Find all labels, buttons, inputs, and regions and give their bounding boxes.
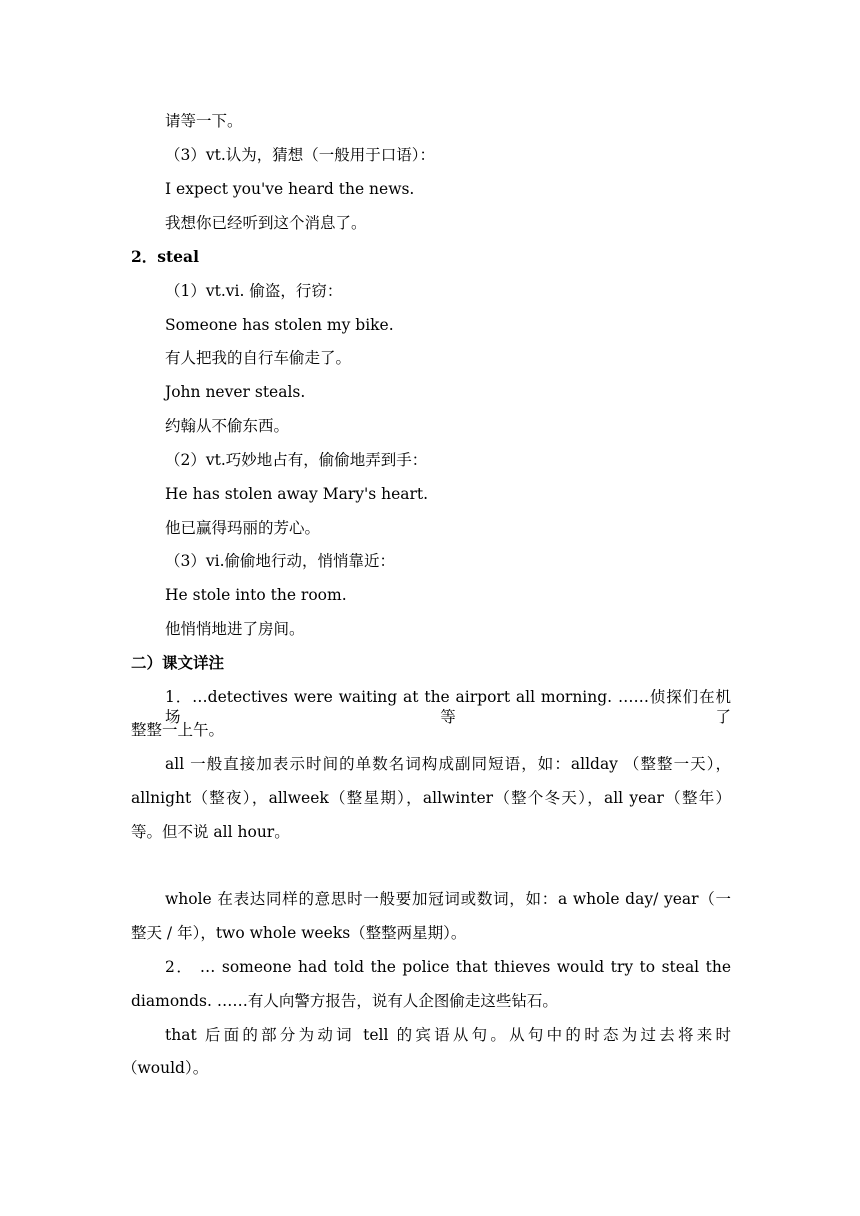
text-line: Someone has stolen my bike.	[165, 316, 394, 334]
paragraph-line: （would）。	[122, 1059, 209, 1077]
text-line: 他悄悄地进了房间。	[165, 620, 305, 638]
section-heading: 二）课文详注	[131, 653, 225, 672]
paragraph-line: whole 在表达同样的意思时一般要加冠词或数词，如：a whole day/ year（一	[165, 890, 731, 908]
text-line: （3）vt.认为，猜想（一般用于口语）：	[165, 146, 436, 164]
text-line: He stole into the room.	[165, 586, 347, 604]
paragraph-line: 整天 / 年），two whole weeks（整整两星期）。	[131, 924, 467, 942]
paragraph-line: 2． … someone had told the police that thieves would try to steal the	[165, 958, 731, 976]
text-line: 请等一下。	[165, 112, 243, 130]
text-line: （3）vi.偷偷地行动，悄悄靠近：	[165, 552, 396, 570]
text-line: （1）vt.vi. 偷盗，行窃：	[165, 282, 343, 300]
text-line: 他已赢得玛丽的芳心。	[165, 519, 321, 537]
text-line: John never steals.	[165, 383, 306, 401]
text-line: 约翰从不偷东西。	[165, 417, 290, 435]
text-line: He has stolen away Mary's heart.	[165, 485, 429, 503]
text-line: I expect you've heard the news.	[165, 180, 415, 198]
paragraph-line: all 一般直接加表示时间的单数名词构成副同短语，如：allday （整整一天），	[165, 755, 731, 773]
paragraph-line: 等。但不说 all hour。	[131, 823, 290, 841]
paragraph-line: allnight（整夜），allweek（整星期），allwinter（整个冬天），all year（整年）	[131, 789, 731, 807]
section-heading: 2．steal	[131, 247, 199, 266]
text-line: 我想你已经听到这个消息了。	[165, 214, 367, 232]
paragraph-line: 整整一上午。	[131, 721, 225, 739]
paragraph-line: that 后面的部分为动词 tell 的宾语从句。从句中的时态为过去将来时	[165, 1026, 731, 1044]
paragraph-line: 1．…detectives were waiting at the airport all morning. ……侦探们在机场等了	[165, 688, 731, 726]
text-line: 有人把我的自行车偷走了。	[165, 349, 352, 367]
text-line: （2）vt.巧妙地占有，偷偷地弄到手：	[165, 451, 428, 469]
paragraph-line: diamonds. ……有人向警方报告，说有人企图偷走这些钻石。	[131, 992, 558, 1010]
